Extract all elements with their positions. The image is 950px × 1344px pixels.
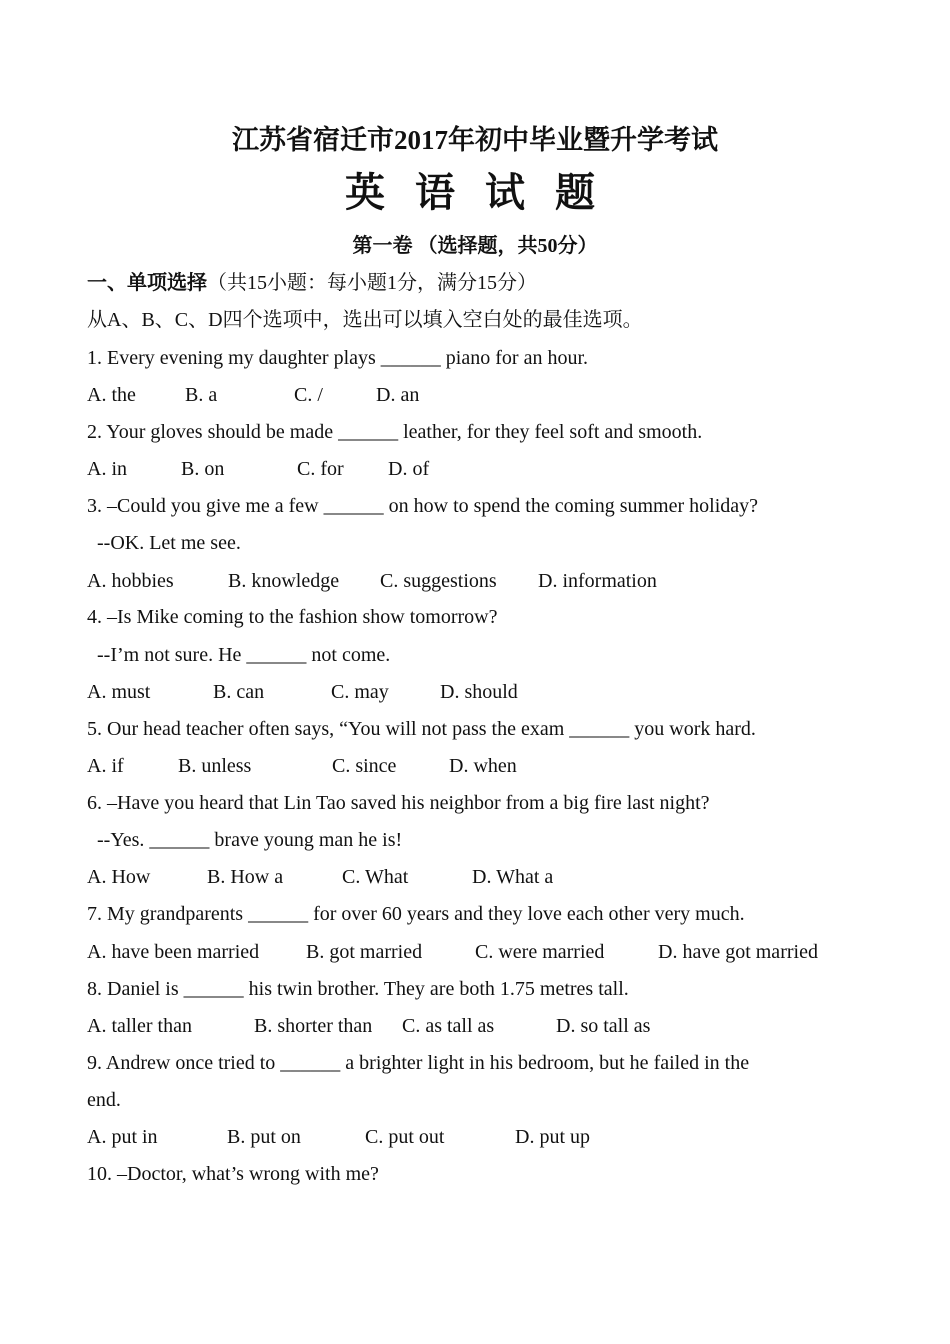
- q6-option-a: A. How: [87, 866, 151, 888]
- q3-option-b: B. knowledge: [228, 570, 340, 592]
- q4-option-d: D. should: [440, 681, 518, 703]
- question-8: 8. Daniel is ______ his twin brother. They are both 1.75 metres tall.: [87, 978, 629, 1000]
- exam-title: 江苏省宿迁市2017年初中毕业暨升学考试: [232, 125, 718, 155]
- section-heading: 一、单项选择: [87, 272, 207, 294]
- q3-option-d: D. information: [538, 570, 657, 592]
- q5-option-d: D. when: [449, 755, 517, 777]
- q4-option-a: A. must: [87, 681, 151, 703]
- q9-option-a: A. put in: [87, 1126, 158, 1148]
- q5-option-b: B. unless: [178, 755, 252, 777]
- q7-option-c: C. were married: [475, 941, 605, 963]
- q3-option-c: C. suggestions: [380, 570, 497, 592]
- section-note: （共15小题：每小题1分，满分15分）: [207, 272, 537, 294]
- question-6-reply: --Yes. ______ brave young man he is!: [97, 829, 403, 851]
- q1-option-b: B. a: [185, 384, 218, 406]
- q3-option-a: A. hobbies: [87, 570, 174, 592]
- q8-option-c: C. as tall as: [402, 1015, 495, 1037]
- q1-option-d: D. an: [376, 384, 420, 406]
- q1-option-a: A. the: [87, 384, 136, 406]
- q4-option-b: B. can: [213, 681, 265, 703]
- question-10: 10. –Doctor, what’s wrong with me?: [87, 1163, 379, 1185]
- part-title: 第一卷 （选择题，共50分）: [352, 235, 598, 257]
- question-9-continued: end.: [87, 1089, 121, 1111]
- q5-option-c: C. since: [332, 755, 397, 777]
- q6-option-d: D. What a: [472, 866, 554, 888]
- question-2: 2. Your gloves should be made ______ leather, for they feel soft and smooth.: [87, 421, 703, 443]
- q7-option-a: A. have been married: [87, 941, 260, 963]
- q7-option-d: D. have got married: [658, 941, 818, 963]
- question-5: 5. Our head teacher often says, “You will not pass the exam ______ you work hard.: [87, 718, 756, 740]
- q2-option-b: B. on: [181, 458, 225, 480]
- q2-option-c: C. for: [297, 458, 344, 480]
- q9-option-d: D. put up: [515, 1126, 590, 1148]
- q2-option-d: D. of: [388, 458, 430, 480]
- question-4: 4. –Is Mike coming to the fashion show tomorrow?: [87, 606, 498, 628]
- q9-option-c: C. put out: [365, 1126, 445, 1148]
- q4-option-c: C. may: [331, 681, 389, 703]
- q6-option-b: B. How a: [207, 866, 284, 888]
- q1-option-c: C. /: [294, 384, 323, 406]
- question-6: 6. –Have you heard that Lin Tao saved his neighbor from a big fire last night?: [87, 792, 710, 814]
- q9-option-b: B. put on: [227, 1126, 301, 1148]
- q8-option-d: D. so tall as: [556, 1015, 651, 1037]
- question-4-reply: --I’m not sure. He ______ not come.: [97, 644, 391, 666]
- q5-option-a: A. if: [87, 755, 124, 777]
- subject-title: 英 语 试 题: [345, 170, 605, 215]
- question-1: 1. Every evening my daughter plays ______ piano for an hour.: [87, 347, 588, 369]
- q7-option-b: B. got married: [306, 941, 423, 963]
- section-instruction: 从A、B、C、D四个选项中，选出可以填入空白处的最佳选项。: [87, 309, 643, 331]
- question-3-reply: --OK. Let me see.: [97, 532, 241, 554]
- question-3: 3. –Could you give me a few ______ on how to spend the coming summer holiday?: [87, 495, 759, 517]
- q8-option-a: A. taller than: [87, 1015, 192, 1037]
- question-9: 9. Andrew once tried to ______ a brighter light in his bedroom, but he failed in the: [87, 1052, 750, 1074]
- q6-option-c: C. What: [342, 866, 409, 888]
- section-heading-line: [87, 271, 537, 295]
- question-7: 7. My grandparents ______ for over 60 years and they love each other very much.: [87, 903, 745, 925]
- q2-option-a: A. in: [87, 458, 127, 480]
- q8-option-b: B. shorter than: [254, 1015, 373, 1037]
